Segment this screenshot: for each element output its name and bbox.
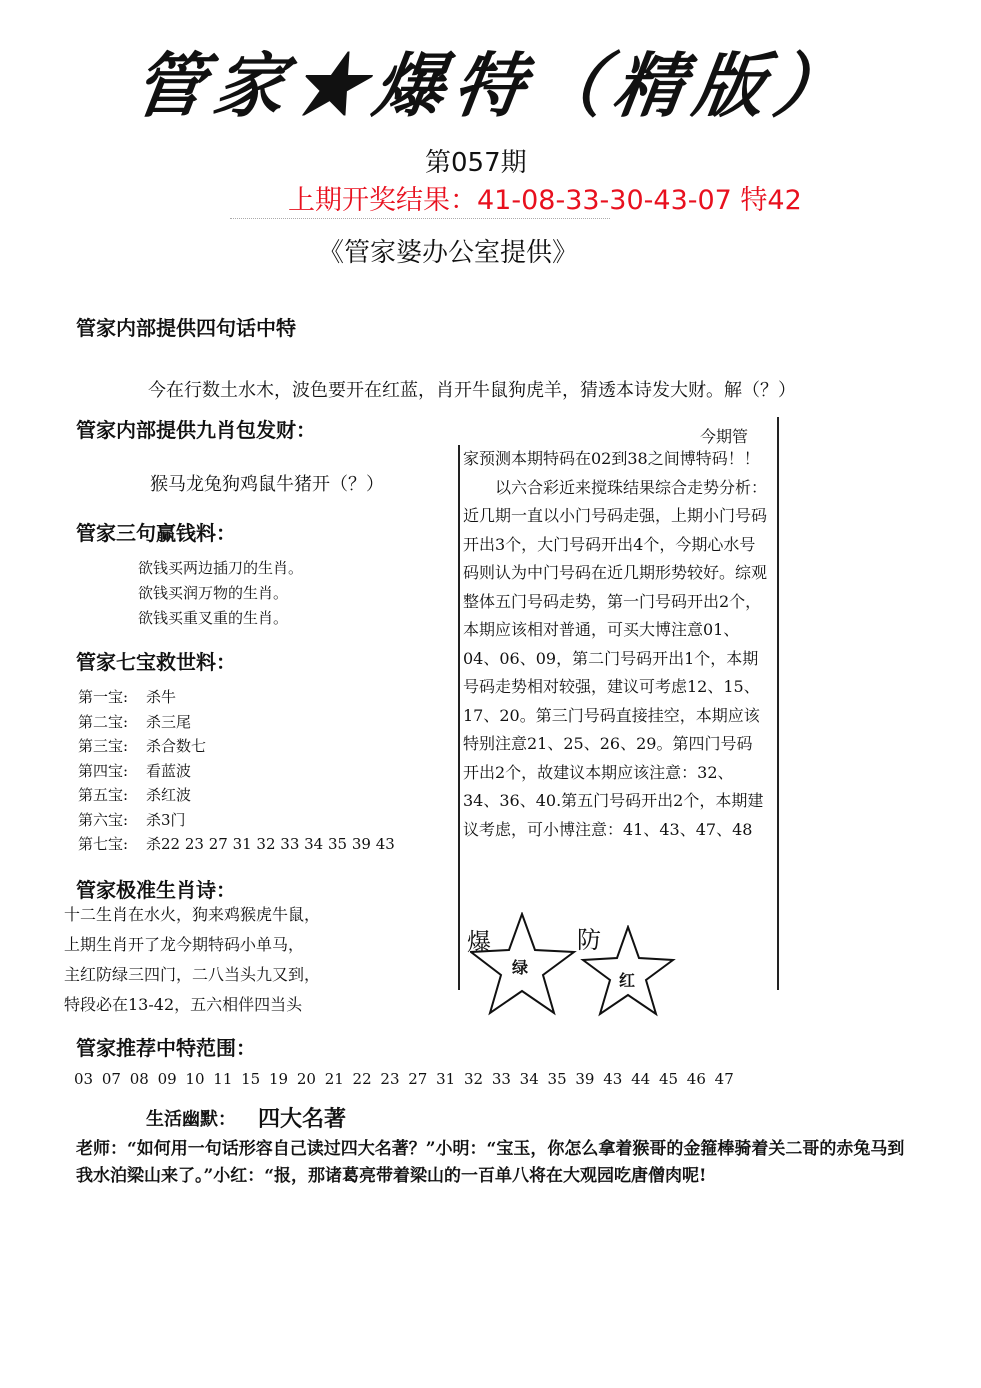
gem-value: 杀3门 (146, 810, 186, 829)
seven-gems-heading: 管家七宝救世料： (76, 650, 236, 674)
gem-label: 第三宝: (78, 737, 129, 755)
gem-label: 第一宝: (78, 688, 129, 706)
poem-lines (64, 900, 320, 1020)
gem-value: 杀合数七 (146, 737, 207, 755)
four-lines-heading: 管家内部提供四句话中特 (76, 316, 296, 340)
analysis-box-right-border (777, 417, 779, 990)
gem-row (78, 711, 395, 736)
divider (230, 218, 610, 220)
poem-line: 特段必在13-42，五六相伴四当头 (64, 995, 303, 1014)
range-numbers: 03 07 08 09 10 11 15 19 20 21 22 23 27 31 32 33 34 35 39 43 44 45 46 47 (74, 1070, 734, 1088)
page-title: 管家★爆特（精版） (128, 44, 861, 127)
humor-label: 生活幽默： (146, 1109, 236, 1130)
star-inner-green: 绿 (512, 958, 529, 977)
analysis-box (463, 445, 768, 844)
poem-heading: 管家极准生肖诗： (76, 878, 236, 902)
gem-value: 看蓝波 (146, 761, 192, 780)
humor-title: 四大名著 (258, 1106, 347, 1132)
gem-value: 杀22 23 27 31 32 33 34 35 39 43 (146, 835, 395, 853)
three-lines-list (138, 556, 303, 631)
three-lines-heading: 管家三句赢钱料： (76, 521, 236, 545)
gem-value: 杀红波 (146, 786, 192, 804)
analysis-intro: 家预测本期特码在02到38之间博特码！！ (463, 449, 760, 468)
poem-line: 主红防绿三四门，二八当头九又到， (64, 965, 321, 984)
analysis-box-left-border (458, 445, 460, 990)
nine-zodiac-heading: 管家内部提供九肖包发财： (76, 418, 316, 442)
three-lines-item: 欲钱买重叉重的生肖。 (138, 609, 289, 627)
gem-value: 杀牛 (146, 688, 177, 706)
range-heading: 管家推荐中特范围： (76, 1036, 256, 1060)
humor-text: 老师：“如何用一句话形容自己读过四大名著？”小明：“宝玉，你怎么拿着猴哥的金箍棒骑着关二哥的赤兔马到我水泊梁山来了。”小红：“报，那诸葛亮带着梁山的一百单八将在大观园吃唐僧肉呢! (76, 1139, 905, 1186)
nine-zodiac-text: 猴马龙兔狗鸡鼠牛猪开（？） (150, 474, 384, 495)
star-label-guard: 防 (577, 926, 601, 954)
poem-line: 十二生肖在水火，狗来鸡猴虎牛鼠， (64, 905, 321, 924)
gem-row (78, 833, 395, 858)
gem-row (78, 686, 395, 711)
poem-line: 上期生肖开了龙今期特码小单马， (64, 935, 305, 954)
star-label-boom: 爆 (467, 928, 491, 956)
gem-label: 第七宝: (78, 835, 129, 853)
gem-label: 第四宝: (78, 761, 129, 780)
analysis-intro-top: 今期管 (700, 427, 749, 446)
gem-label: 第五宝: (78, 786, 129, 804)
gem-label: 第二宝: (78, 712, 129, 731)
four-lines-text: 今在行数土水木，波色要开在红蓝，肖开牛鼠狗虎羊，猜透本诗发大财。解（？） (148, 380, 796, 401)
gem-value: 杀三尾 (146, 712, 192, 731)
gem-label: 第六宝: (78, 810, 129, 829)
seven-gems-list (78, 686, 395, 858)
gem-row (78, 784, 395, 809)
last-result: 上期开奖结果：41-08-33-30-43-07 特42 (288, 185, 802, 216)
issue-number: 第057期 (425, 148, 527, 178)
star-inner-red: 红 (619, 971, 636, 990)
three-lines-item: 欲钱买两边插刀的生肖。 (138, 559, 304, 577)
provider-line: 《管家婆办公室提供》 (318, 238, 579, 268)
gem-row (78, 735, 395, 760)
gem-row (78, 760, 395, 785)
gem-row (78, 809, 395, 834)
three-lines-item: 欲钱买润万物的生肖。 (138, 584, 289, 602)
analysis-body: 以六合彩近来搅珠结果综合走势分析：近几期一直以小门号码走强，上期小门号码开出3个，大门号码开出4个，今期心水号码则认为中门号码在近几期形势较好。综观整体五门号码走势，第一门号码开出2个，本期应该相对普通，可买大博注意01、04、06、09，第二门号码开出1个，本期号码走势相对较强，建议可考虑12、15、17、20。第三门号码直接挂空，本期应该特别注意21、25、26、29。第四门号码开出2个，故建议本期应该注意：32、34、36、40.第五门号码开出2个，本期建议考虑，可小博注意：41、43、47、48 (463, 477, 768, 839)
